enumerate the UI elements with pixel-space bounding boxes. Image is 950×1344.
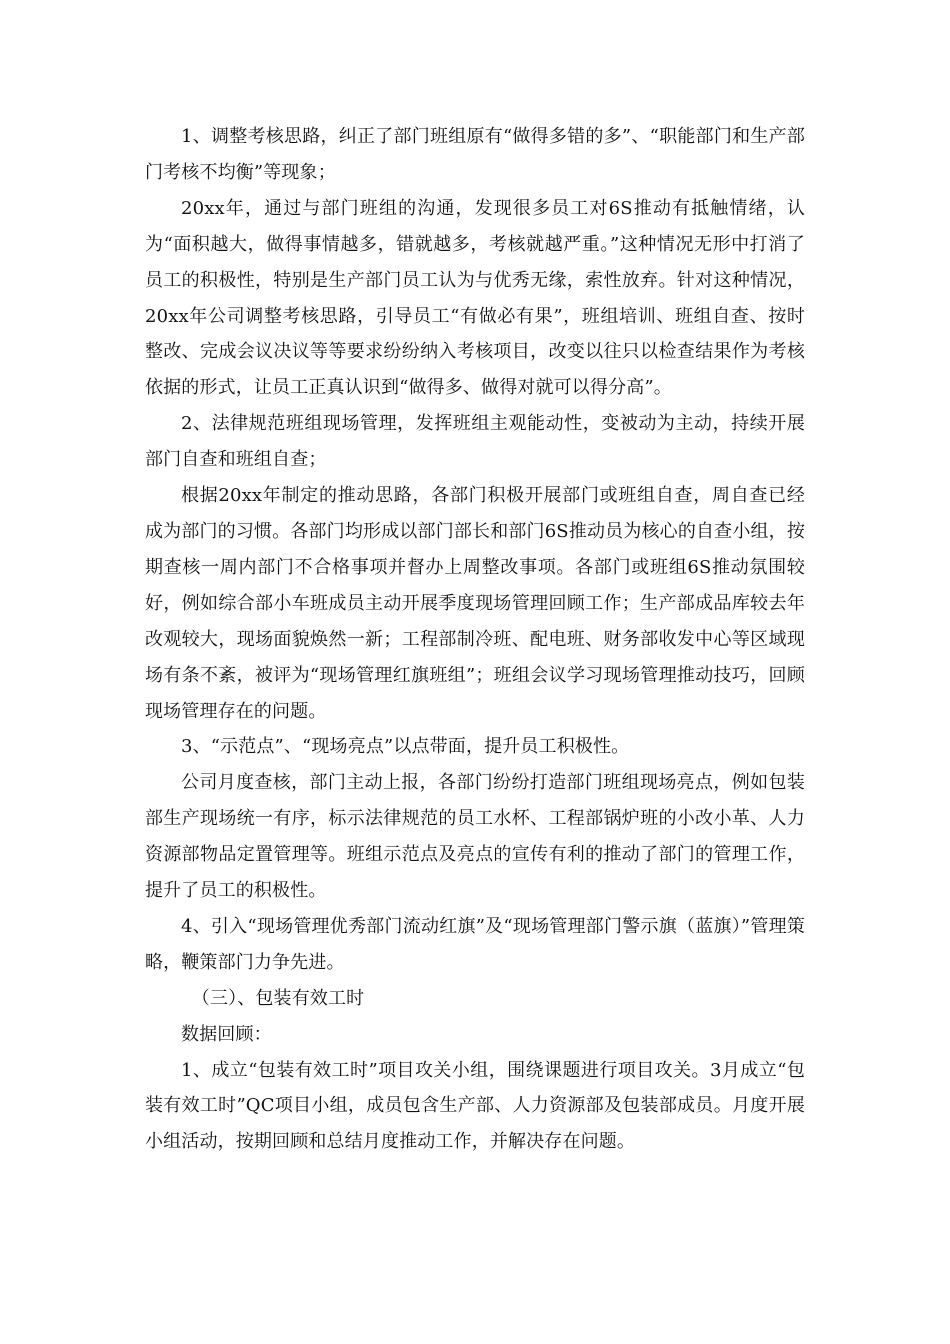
paragraph-item-6: 公司月度查核，部门主动上报，各部门纷纷打造部门班组现场亮点，例如包装部生产现场统一有序，标示法律规范的员工水杯、工程部锅炉班的小改小革、人力资源部物品定置管理等。班组示范点及亮点的宣传有利的推动了部门的管理工作，提升了员工的积极性。: [145, 772, 805, 902]
paragraph-item-3: 2、法律规范班组现场管理，发挥班组主观能动性，变被动为主动，持续开展部门自查和班组自查；: [145, 413, 805, 471]
paragraph-item-9: 数据回顾：: [181, 1023, 272, 1045]
paragraph-item-5: 3、“示范点”、“现场亮点”以点带面，提升员工积极性。: [181, 736, 630, 758]
paragraph-item-4: 根据20xx年制定的推动思路，各部门积极开展部门或班组自查，周自查已经成为部门的习惯。各部门均形成以部门部长和部门6S推动员为核心的自查小组，按期查核一周内部门不合格事项并督办上周整改事项。各部门或班组6S推动氛围较好，例如综合部小车班成员主动开展季度现场管理回顾工作；生产部成品库较去年改观较大，现场面貌焕然一新；工程部制冷班、配电班、财务部收发中心等区域现场有条不紊，被评为“现场管理红旗班组”；班组会议学习现场管理推动技巧，回顾现场管理存在的问题。: [145, 485, 805, 722]
document-body: [145, 119, 805, 1160]
paragraph-item-10: 1、成立“包装有效工时”项目攻关小组，围绕课题进行项目攻关。3月成立“包装有效工时”QC项目小组，成员包含生产部、人力资源部及包装部成员。月度开展小组活动，按期回顾和总结月度推动工作，并解决存在问题。: [145, 1059, 805, 1153]
paragraph-item-2: 20xx年，通过与部门班组的沟通，发现很多员工对6S推动有抵触情绪，认为“面积越大，做得事情越多，错就越多，考核就越严重。”这种情况无形中打消了员工的积极性，特别是生产部门员工认为与优秀无缘，索性放弃。针对这种情况，20xx年公司调整考核思路，引导员工“有做必有果”，班组培训、班组自查、按时整改、完成会议决议等等要求纷纷纳入考核项目，改变以往只以检查结果作为考核依据的形式，让员工正真认识到“做得多、做得对就可以得分高”。: [145, 197, 805, 399]
paragraph-item-7: 4、引入“现场管理优秀部门流动红旗”及“现场管理部门警示旗（蓝旗）”管理策略，鞭策部门力争先进。: [145, 915, 805, 973]
paragraph-item-1: 1、调整考核思路，纠正了部门班组原有“做得多错的多”、“职能部门和生产部门考核不均衡”等现象；: [145, 126, 805, 183]
section-heading: （三）、包装有效工时: [191, 987, 365, 1009]
